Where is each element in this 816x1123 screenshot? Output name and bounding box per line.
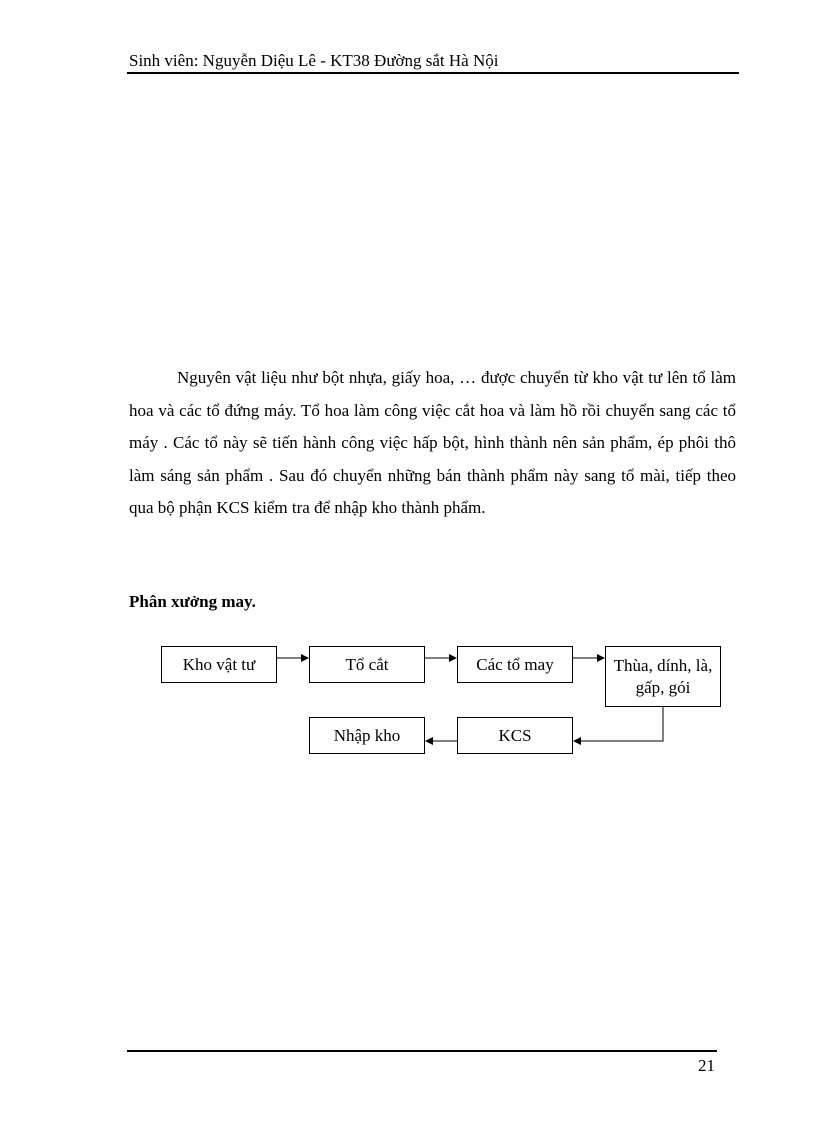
arrow-thua-to-kcs (574, 707, 663, 741)
page-number: 21 (698, 1056, 715, 1075)
flow-box-thua-dinh (605, 646, 721, 707)
flow-box-to-cat (309, 646, 425, 683)
flow-box-label: Kho vật tư (182, 654, 256, 674)
flow-box-kho-vat-tu (161, 646, 277, 683)
flow-box-label: KCS (498, 725, 532, 745)
body-paragraph: Nguyên vật liệu như bột nhựa, giấy hoa, … được chuyển từ kho vật tư lên tổ làm hoa và các tổ đứng máy. Tổ hoa làm công việc cắt hoa và làm hồ rồi chuyển sang các tổ máy . Các tổ này sẽ tiến hành công việc hấp bột, hình thành nên sản phẩm, ép phôi thô làm sáng sản phẩm . Sau đó chuyển những bán thành phẩm này sang tổ mài, tiếp theo qua bộ phận KCS kiểm tra để nhập kho thành phẩm. (129, 368, 736, 517)
flow-box-label: Thùa, dính, là, gấp, gói (613, 655, 713, 697)
flow-box-label: Nhập kho (333, 725, 401, 745)
flow-box-label: Các tổ may (476, 654, 554, 674)
section-title: Phân xưởng may. (129, 592, 256, 611)
header-divider (127, 72, 739, 74)
flow-box-label: Tổ cắt (345, 654, 389, 674)
flow-box-kcs (457, 717, 573, 754)
flow-box-cac-to-may (457, 646, 573, 683)
page-header: Sinh viên: Nguyễn Diệu Lê - KT38 Đường sắt Hà Nội (129, 51, 499, 70)
footer-divider (127, 1050, 717, 1052)
flow-box-nhap-kho (309, 717, 425, 754)
